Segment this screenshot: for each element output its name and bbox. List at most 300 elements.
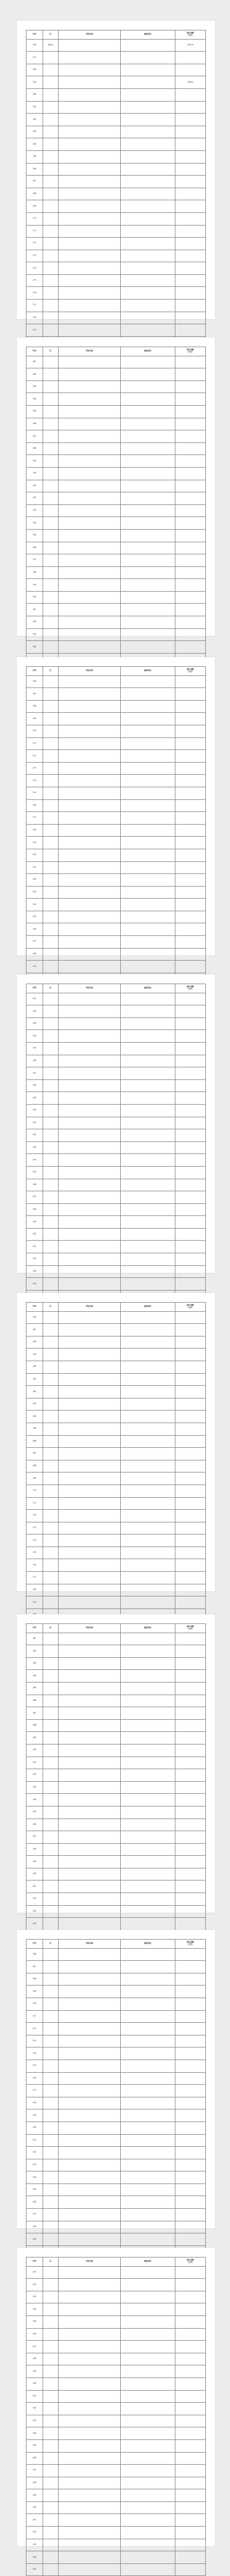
project-table bbox=[26, 666, 206, 985]
cell-no: 331 bbox=[26, 993, 43, 1005]
cell-amount bbox=[175, 993, 205, 1005]
table-row bbox=[26, 737, 206, 750]
cell-unit bbox=[121, 1918, 175, 1930]
cell-no: 385 bbox=[26, 1682, 43, 1695]
cell-no: 436 bbox=[26, 2328, 43, 2341]
cell-unit bbox=[121, 2035, 175, 2047]
cell-district bbox=[43, 1572, 59, 1584]
cell-unit bbox=[121, 250, 175, 262]
cell-unit bbox=[121, 961, 175, 973]
cell-amount bbox=[175, 2315, 205, 2328]
table-row bbox=[26, 1030, 206, 1043]
cell-amount bbox=[175, 1265, 205, 1278]
cell-district bbox=[43, 2377, 59, 2390]
cell-district bbox=[43, 1485, 59, 1497]
cell-district bbox=[43, 287, 59, 300]
cell-district bbox=[43, 1203, 59, 1216]
cell-unit bbox=[121, 300, 175, 312]
cell-district bbox=[43, 1117, 59, 1129]
document-page bbox=[17, 657, 215, 968]
table-row bbox=[26, 1522, 206, 1534]
cell-amount bbox=[175, 1423, 205, 1435]
table-row bbox=[26, 923, 206, 936]
cell-district: 奉贤区 bbox=[43, 39, 59, 52]
cell-amount bbox=[175, 2415, 205, 2427]
cell-no: 396 bbox=[26, 1819, 43, 1831]
header-district: 区 bbox=[43, 1303, 59, 1312]
table-row bbox=[26, 2196, 206, 2209]
cell-amount bbox=[175, 101, 205, 114]
table-row bbox=[26, 1435, 206, 1448]
cell-no: 420 bbox=[26, 2122, 43, 2134]
header-amount-line2: （万元） bbox=[186, 34, 194, 37]
cell-amount bbox=[175, 356, 205, 368]
table-row bbox=[26, 1386, 206, 1398]
cell-unit bbox=[121, 1905, 175, 1918]
cell-no: 406 bbox=[26, 1948, 43, 1961]
cell-unit bbox=[121, 176, 175, 188]
header-project-name: 项目名称 bbox=[58, 347, 121, 356]
header-amount-line2: （万元） bbox=[186, 1627, 194, 1630]
cell-district bbox=[43, 1657, 59, 1670]
cell-amount bbox=[175, 287, 205, 300]
table-row bbox=[26, 1645, 206, 1658]
cell-project-name bbox=[58, 2035, 121, 2047]
cell-district bbox=[43, 2514, 59, 2527]
table-row bbox=[26, 1948, 206, 1961]
project-table bbox=[26, 1939, 206, 2258]
header-unit: 建设单位 bbox=[121, 1940, 175, 1949]
cell-no: 299 bbox=[26, 579, 43, 592]
cell-amount bbox=[175, 2341, 205, 2353]
cell-district bbox=[43, 554, 59, 567]
cell-district bbox=[43, 2023, 59, 2035]
cell-project-name bbox=[58, 2047, 121, 2060]
table-row bbox=[26, 2465, 206, 2477]
cell-unit bbox=[121, 2439, 175, 2452]
cell-no: 303 bbox=[26, 628, 43, 641]
cell-unit bbox=[121, 1129, 175, 1142]
header-district: 区 bbox=[43, 30, 59, 40]
table-row bbox=[26, 300, 206, 312]
cell-amount bbox=[175, 1794, 205, 1806]
cell-project-name bbox=[58, 150, 121, 163]
cell-district bbox=[43, 604, 59, 616]
cell-unit bbox=[121, 52, 175, 64]
table-row bbox=[26, 1843, 206, 1856]
cell-project-name bbox=[58, 2315, 121, 2328]
cell-unit bbox=[121, 368, 175, 381]
table-row bbox=[26, 126, 206, 138]
cell-unit bbox=[121, 2233, 175, 2246]
cell-project-name bbox=[58, 442, 121, 455]
cell-project-name bbox=[58, 76, 121, 89]
cell-district bbox=[43, 1067, 59, 1080]
table-row bbox=[26, 1398, 206, 1411]
cell-amount bbox=[175, 1485, 205, 1497]
cell-no: 341 bbox=[26, 1117, 43, 1129]
cell-amount bbox=[175, 1253, 205, 1266]
cell-district bbox=[43, 262, 59, 275]
cell-amount bbox=[175, 1670, 205, 1683]
cell-unit bbox=[121, 1336, 175, 1349]
table-row bbox=[26, 961, 206, 973]
table-row bbox=[26, 2390, 206, 2403]
cell-district bbox=[43, 641, 59, 654]
cell-district bbox=[43, 2085, 59, 2097]
cell-unit bbox=[121, 1744, 175, 1757]
cell-project-name bbox=[58, 1278, 121, 1291]
header-amount bbox=[175, 667, 205, 676]
cell-unit bbox=[121, 1278, 175, 1291]
cell-district bbox=[43, 1961, 59, 1973]
cell-district bbox=[43, 1154, 59, 1167]
document-page bbox=[17, 2248, 215, 2571]
header-unit: 建设单位 bbox=[121, 1303, 175, 1312]
cell-district bbox=[43, 1998, 59, 2010]
table-row bbox=[26, 1880, 206, 1893]
cell-district bbox=[43, 2539, 59, 2551]
table-row bbox=[26, 1411, 206, 1423]
cell-amount bbox=[175, 2266, 205, 2279]
table-row bbox=[26, 1166, 206, 1179]
header-amount-line2: （万元） bbox=[186, 988, 194, 990]
cell-district bbox=[43, 225, 59, 238]
cell-no: 282 bbox=[26, 368, 43, 381]
cell-amount bbox=[175, 200, 205, 213]
cell-no: 425 bbox=[26, 2183, 43, 2196]
cell-no: 447 bbox=[26, 2465, 43, 2477]
cell-unit bbox=[121, 1117, 175, 1129]
cell-amount bbox=[175, 1472, 205, 1485]
cell-amount bbox=[175, 2171, 205, 2184]
cell-amount bbox=[175, 923, 205, 936]
cell-no: 332 bbox=[26, 1005, 43, 1018]
cell-unit bbox=[121, 225, 175, 238]
cell-unit bbox=[121, 1757, 175, 1769]
cell-amount bbox=[175, 300, 205, 312]
table-row bbox=[26, 1868, 206, 1880]
cell-no: 384 bbox=[26, 1670, 43, 1683]
cell-district bbox=[43, 200, 59, 213]
cell-district bbox=[43, 948, 59, 961]
table-row bbox=[26, 1228, 206, 1241]
cell-project-name bbox=[58, 1386, 121, 1398]
cell-district bbox=[43, 212, 59, 225]
cell-unit bbox=[121, 2147, 175, 2159]
cell-amount bbox=[175, 2551, 205, 2564]
cell-district bbox=[43, 2266, 59, 2279]
cell-unit bbox=[121, 1042, 175, 1055]
table-row bbox=[26, 1794, 206, 1806]
cell-no: 366 bbox=[26, 1435, 43, 1448]
cell-no: 438 bbox=[26, 2353, 43, 2365]
cell-district bbox=[43, 1682, 59, 1695]
cell-district bbox=[43, 2427, 59, 2440]
cell-project-name bbox=[58, 2415, 121, 2427]
header-district: 区 bbox=[43, 347, 59, 356]
cell-project-name bbox=[58, 1228, 121, 1241]
cell-project-name bbox=[58, 1460, 121, 1472]
cell-project-name bbox=[58, 1905, 121, 1918]
cell-district bbox=[43, 405, 59, 418]
cell-unit bbox=[121, 1448, 175, 1460]
cell-district bbox=[43, 467, 59, 480]
cell-project-name bbox=[58, 1472, 121, 1485]
cell-no: 454 bbox=[26, 2551, 43, 2564]
cell-project-name bbox=[58, 861, 121, 874]
cell-district bbox=[43, 542, 59, 554]
cell-project-name bbox=[58, 2109, 121, 2122]
table-row bbox=[26, 2563, 206, 2576]
cell-no: 387 bbox=[26, 1707, 43, 1720]
cell-district bbox=[43, 324, 59, 337]
cell-no: 365 bbox=[26, 1423, 43, 1435]
cell-no: 441 bbox=[26, 2390, 43, 2403]
cell-amount bbox=[175, 1104, 205, 1117]
table-row bbox=[26, 393, 206, 406]
cell-project-name bbox=[58, 948, 121, 961]
cell-unit bbox=[121, 1682, 175, 1695]
cell-no: 309 bbox=[26, 713, 43, 725]
cell-unit bbox=[121, 1141, 175, 1154]
cell-unit bbox=[121, 2551, 175, 2564]
cell-project-name bbox=[58, 2266, 121, 2279]
table-row bbox=[26, 1017, 206, 1030]
table-row bbox=[26, 163, 206, 176]
cell-amount bbox=[175, 442, 205, 455]
cell-project-name bbox=[58, 1411, 121, 1423]
cell-project-name bbox=[58, 225, 121, 238]
cell-no: 342 bbox=[26, 1129, 43, 1142]
cell-district bbox=[43, 725, 59, 737]
cell-amount bbox=[175, 1129, 205, 1142]
cell-project-name bbox=[58, 1154, 121, 1167]
table-row bbox=[26, 2489, 206, 2502]
cell-project-name bbox=[58, 2365, 121, 2378]
table-row bbox=[26, 2551, 206, 2564]
cell-project-name bbox=[58, 2279, 121, 2291]
cell-project-name bbox=[58, 961, 121, 973]
cell-district bbox=[43, 1349, 59, 1361]
cell-district bbox=[43, 274, 59, 287]
cell-project-name bbox=[58, 2439, 121, 2452]
cell-amount bbox=[175, 2501, 205, 2514]
cell-no: 432 bbox=[26, 2279, 43, 2291]
table-row bbox=[26, 604, 206, 616]
cell-amount bbox=[175, 430, 205, 443]
cell-amount bbox=[175, 2365, 205, 2378]
cell-no: 333 bbox=[26, 1017, 43, 1030]
table-row bbox=[26, 1079, 206, 1092]
cell-no: 339 bbox=[26, 1092, 43, 1105]
table-row bbox=[26, 480, 206, 492]
cell-amount bbox=[175, 675, 205, 688]
cell-district bbox=[43, 579, 59, 592]
cell-unit bbox=[121, 430, 175, 443]
table-row bbox=[26, 1154, 206, 1167]
cell-no: 446 bbox=[26, 2452, 43, 2465]
cell-amount bbox=[175, 1856, 205, 1868]
header-amount-line2: （万元） bbox=[186, 351, 194, 353]
cell-unit bbox=[121, 2109, 175, 2122]
table-row bbox=[26, 2147, 206, 2159]
cell-unit bbox=[121, 1670, 175, 1683]
cell-project-name bbox=[58, 212, 121, 225]
cell-no: 345 bbox=[26, 1166, 43, 1179]
cell-no: 414 bbox=[26, 2047, 43, 2060]
cell-district bbox=[43, 1423, 59, 1435]
header-amount-line1: 拨付金额 bbox=[186, 668, 194, 671]
cell-unit bbox=[121, 2291, 175, 2303]
cell-no: 399 bbox=[26, 1856, 43, 1868]
cell-unit bbox=[121, 1216, 175, 1229]
cell-unit bbox=[121, 163, 175, 176]
header-amount-line2: （万元） bbox=[186, 1943, 194, 1946]
table-row bbox=[26, 1986, 206, 1998]
cell-no: 300 bbox=[26, 591, 43, 604]
cell-district bbox=[43, 1141, 59, 1154]
table-row bbox=[26, 1596, 206, 1609]
cell-amount bbox=[175, 1868, 205, 1880]
cell-project-name bbox=[58, 88, 121, 101]
table-row bbox=[26, 762, 206, 775]
cell-project-name bbox=[58, 1973, 121, 1986]
cell-district bbox=[43, 2134, 59, 2147]
table-row bbox=[26, 250, 206, 262]
cell-no: 374 bbox=[26, 1534, 43, 1547]
cell-amount bbox=[175, 566, 205, 579]
cell-amount bbox=[175, 1497, 205, 1510]
cell-amount bbox=[175, 2196, 205, 2209]
table-row bbox=[26, 312, 206, 324]
cell-project-name bbox=[58, 2514, 121, 2527]
table-row bbox=[26, 1534, 206, 1547]
cell-project-name bbox=[58, 480, 121, 492]
cell-amount bbox=[175, 812, 205, 825]
cell-amount bbox=[175, 1154, 205, 1167]
cell-unit bbox=[121, 1547, 175, 1559]
cell-project-name bbox=[58, 39, 121, 52]
cell-no: 373 bbox=[26, 1522, 43, 1534]
cell-district bbox=[43, 2303, 59, 2316]
cell-project-name bbox=[58, 1448, 121, 1460]
cell-amount bbox=[175, 1203, 205, 1216]
cell-no: 320 bbox=[26, 849, 43, 861]
cell-district bbox=[43, 1336, 59, 1349]
table-row bbox=[26, 824, 206, 837]
table-row bbox=[26, 1311, 206, 1324]
cell-project-name bbox=[58, 2147, 121, 2159]
cell-amount bbox=[175, 1191, 205, 1204]
cell-no: 379 bbox=[26, 1596, 43, 1609]
cell-unit bbox=[121, 1324, 175, 1336]
cell-unit bbox=[121, 126, 175, 138]
cell-amount bbox=[175, 554, 205, 567]
table-row bbox=[26, 150, 206, 163]
table-row bbox=[26, 542, 206, 554]
cell-amount bbox=[175, 1448, 205, 1460]
header-unit: 建设单位 bbox=[121, 30, 175, 40]
cell-project-name bbox=[58, 1241, 121, 1253]
cell-no: 363 bbox=[26, 1398, 43, 1411]
cell-project-name bbox=[58, 1843, 121, 1856]
table-row bbox=[26, 688, 206, 701]
cell-district bbox=[43, 1017, 59, 1030]
cell-project-name bbox=[58, 1998, 121, 2010]
cell-district bbox=[43, 2477, 59, 2489]
cell-district bbox=[43, 1311, 59, 1324]
cell-project-name bbox=[58, 628, 121, 641]
cell-project-name bbox=[58, 1485, 121, 1497]
cell-district bbox=[43, 2465, 59, 2477]
cell-project-name bbox=[58, 1522, 121, 1534]
cell-no: 273 bbox=[26, 250, 43, 262]
cell-no: 263 bbox=[26, 126, 43, 138]
cell-no: 383 bbox=[26, 1657, 43, 1670]
cell-unit bbox=[121, 2221, 175, 2233]
cell-project-name bbox=[58, 713, 121, 725]
cell-unit bbox=[121, 114, 175, 126]
table-row bbox=[26, 1781, 206, 1794]
table-row bbox=[26, 1682, 206, 1695]
cell-project-name bbox=[58, 2465, 121, 2477]
cell-district bbox=[43, 480, 59, 492]
cell-amount bbox=[175, 1843, 205, 1856]
cell-no: 367 bbox=[26, 1448, 43, 1460]
cell-unit bbox=[121, 1361, 175, 1373]
cell-no: 418 bbox=[26, 2097, 43, 2109]
cell-no: 340 bbox=[26, 1104, 43, 1117]
cell-project-name bbox=[58, 2159, 121, 2171]
header-district: 区 bbox=[43, 1624, 59, 1633]
cell-unit bbox=[121, 566, 175, 579]
cell-amount bbox=[175, 2147, 205, 2159]
cell-no: 382 bbox=[26, 1645, 43, 1658]
cell-district bbox=[43, 1253, 59, 1266]
cell-district bbox=[43, 1868, 59, 1880]
table-row bbox=[26, 405, 206, 418]
cell-district bbox=[43, 1744, 59, 1757]
table-row bbox=[26, 1373, 206, 1386]
cell-unit bbox=[121, 150, 175, 163]
cell-amount bbox=[175, 2109, 205, 2122]
cell-unit bbox=[121, 324, 175, 337]
cell-no: 455 bbox=[26, 2563, 43, 2576]
cell-project-name bbox=[58, 1349, 121, 1361]
cell-no: 409 bbox=[26, 1986, 43, 1998]
cell-unit bbox=[121, 1485, 175, 1497]
cell-no: 416 bbox=[26, 2072, 43, 2085]
cell-project-name bbox=[58, 2291, 121, 2303]
cell-district bbox=[43, 312, 59, 324]
cell-amount bbox=[175, 163, 205, 176]
cell-project-name bbox=[58, 762, 121, 775]
cell-unit bbox=[121, 1961, 175, 1973]
cell-project-name bbox=[58, 675, 121, 688]
cell-district bbox=[43, 2315, 59, 2328]
cell-project-name bbox=[58, 1423, 121, 1435]
cell-district bbox=[43, 1856, 59, 1868]
cell-unit bbox=[121, 2514, 175, 2527]
cell-unit bbox=[121, 616, 175, 629]
cell-project-name bbox=[58, 1179, 121, 1191]
cell-no: 453 bbox=[26, 2539, 43, 2551]
cell-project-name bbox=[58, 1868, 121, 1880]
table-row bbox=[26, 2527, 206, 2539]
table-row bbox=[26, 2233, 206, 2246]
cell-district bbox=[43, 2060, 59, 2072]
